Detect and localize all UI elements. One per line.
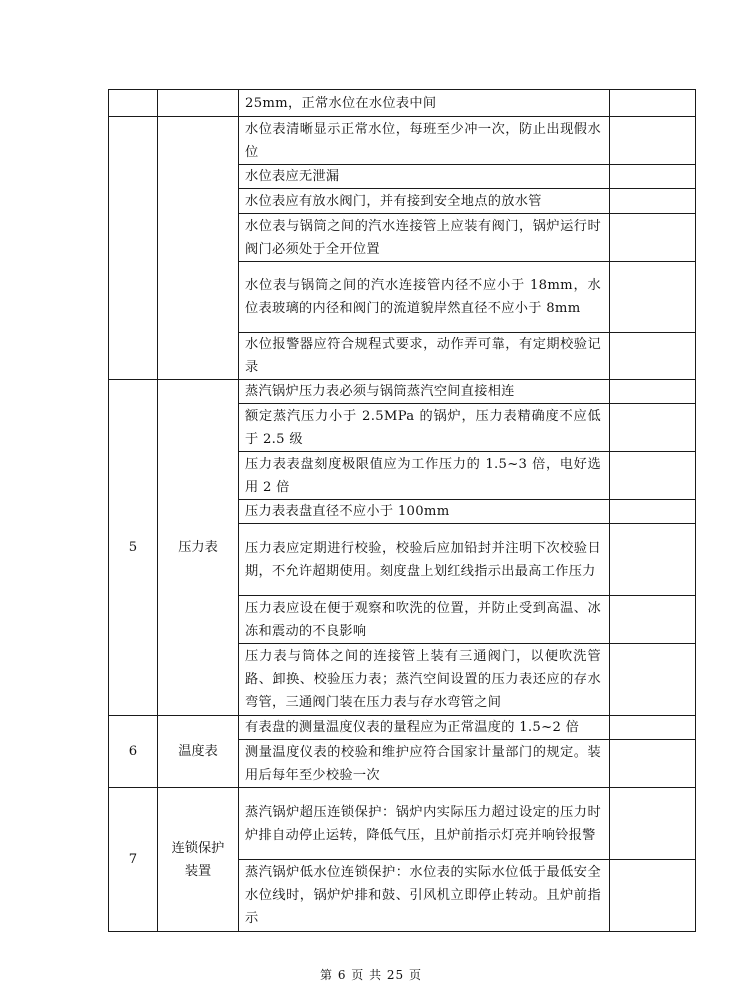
requirement-text: 水位表与锅筒之间的汽水连接管内径不应小于 18mm，水位表玻璃的内径和阀门的流道貌岸然直径不应小于 8mm (245, 278, 601, 316)
note-cell (610, 90, 696, 117)
note-cell (610, 214, 696, 262)
requirement-cell (239, 262, 610, 333)
page-footer: 第 6 页 共 25 页 (320, 968, 422, 982)
requirement-cell (239, 165, 610, 189)
requirement-text: 水位报警器应符合规程式要求，动作弄可靠，有定期校验记录 (245, 337, 601, 375)
item-label-interlock-protection: 连锁保护 装置 (158, 788, 239, 932)
table-row (109, 380, 696, 404)
table-row (109, 716, 696, 740)
requirement-text: 蒸汽锅炉低水位连锁保护：水位表的实际水位低于最低安全水位线时，锅炉炉排和鼓、引风机立即停止转动。且炉前指示 (245, 865, 601, 926)
note-cell (610, 189, 696, 214)
table-row (109, 90, 696, 117)
note-cell (610, 380, 696, 404)
table-row (109, 117, 696, 165)
number-cell (109, 90, 158, 117)
requirement-text: 有表盘的测量温度仪表的量程应为正常温度的 1.5~2 倍 (245, 720, 580, 735)
requirement-cell (239, 452, 610, 500)
note-cell (610, 860, 696, 932)
requirement-text: 水位表应无泄漏 (245, 169, 340, 184)
note-cell (610, 644, 696, 716)
note-cell (610, 596, 696, 644)
note-cell (610, 716, 696, 740)
item-number-7: 7 (109, 788, 158, 932)
requirement-text: 水位表应有放水阀门，并有接到安全地点的放水管 (245, 193, 542, 209)
requirement-text: 蒸汽锅炉超压连锁保护：锅炉内实际压力超过设定的压力时炉排自动停止运转，降低气压，且炉前指示灯亮并响铃报警 (245, 804, 601, 843)
requirement-text: 水位表清晰显示正常水位，每班至少冲一次，防止出现假水位 (245, 121, 601, 160)
note-cell (610, 262, 696, 333)
requirement-cell (239, 524, 610, 596)
item-cell (158, 117, 239, 380)
requirement-cell (239, 596, 610, 644)
requirement-cell (239, 740, 610, 788)
requirement-cell (239, 189, 610, 214)
requirement-cell (239, 500, 610, 524)
item-number-5: 5 (109, 380, 158, 716)
requirement-cell (239, 860, 610, 932)
note-cell (610, 740, 696, 788)
note-cell (610, 117, 696, 165)
note-cell (610, 165, 696, 189)
requirement-text: 25mm，正常水位在水位表中间 (245, 95, 437, 111)
requirement-text: 压力表应设在便于观察和吹洗的位置，并防止受到高温、冰冻和震动的不良影响 (245, 600, 601, 639)
requirement-text: 压力表表盘直径不应小于 100mm (245, 504, 450, 519)
requirement-cell (239, 90, 610, 117)
item-cell (158, 90, 239, 117)
inspection-checklist-table (108, 89, 696, 932)
number-cell (109, 117, 158, 380)
requirement-text: 测量温度仪表的校验和维护应符合国家计量部门的规定。装用后每年至少校验一次 (245, 744, 601, 783)
requirement-text: 水位表与锅筒之间的汽水连接管上应装有阀门，锅炉运行时阀门必须处于全开位置 (245, 218, 601, 257)
requirement-text: 压力表应定期进行校验，校验后应加铅封并注明下次校验日期，不允许超期使用。刻度盘上划红线指示出最高工作压力 (245, 540, 601, 579)
requirement-cell (239, 117, 610, 165)
requirement-text: 压力表表盘刻度极限值应为工作压力的 1.5~3 倍，电好选用 2 倍 (245, 456, 601, 495)
requirement-cell (239, 644, 610, 716)
requirement-cell (239, 404, 610, 452)
requirement-text: 蒸汽锅炉压力表必须与锅筒蒸汽空间直接相连 (245, 384, 515, 399)
item-number-6: 6 (109, 716, 158, 788)
note-cell (610, 500, 696, 524)
requirement-cell (239, 716, 610, 740)
requirement-cell (239, 333, 610, 380)
note-cell (610, 333, 696, 380)
table-row (109, 788, 696, 860)
requirement-cell (239, 214, 610, 262)
requirement-cell (239, 788, 610, 860)
item-label-pressure-gauge: 压力表 (158, 380, 239, 716)
note-cell (610, 452, 696, 500)
requirement-text: 额定蒸汽压力小于 2.5MPa 的锅炉，压力表精确度不应低于 2.5 级 (245, 408, 601, 447)
note-cell (610, 788, 696, 860)
requirement-text: 压力表与筒体之间的连接管上装有三通阀门，以便吹洗管路、卸换、校验压力表；蒸汽空间设置的压力表还应的存水弯管，三通阀门装在压力表与存水弯管之间 (245, 649, 601, 710)
item-label-thermometer: 温度表 (158, 716, 239, 788)
note-cell (610, 524, 696, 596)
requirement-cell (239, 380, 610, 404)
note-cell (610, 404, 696, 452)
